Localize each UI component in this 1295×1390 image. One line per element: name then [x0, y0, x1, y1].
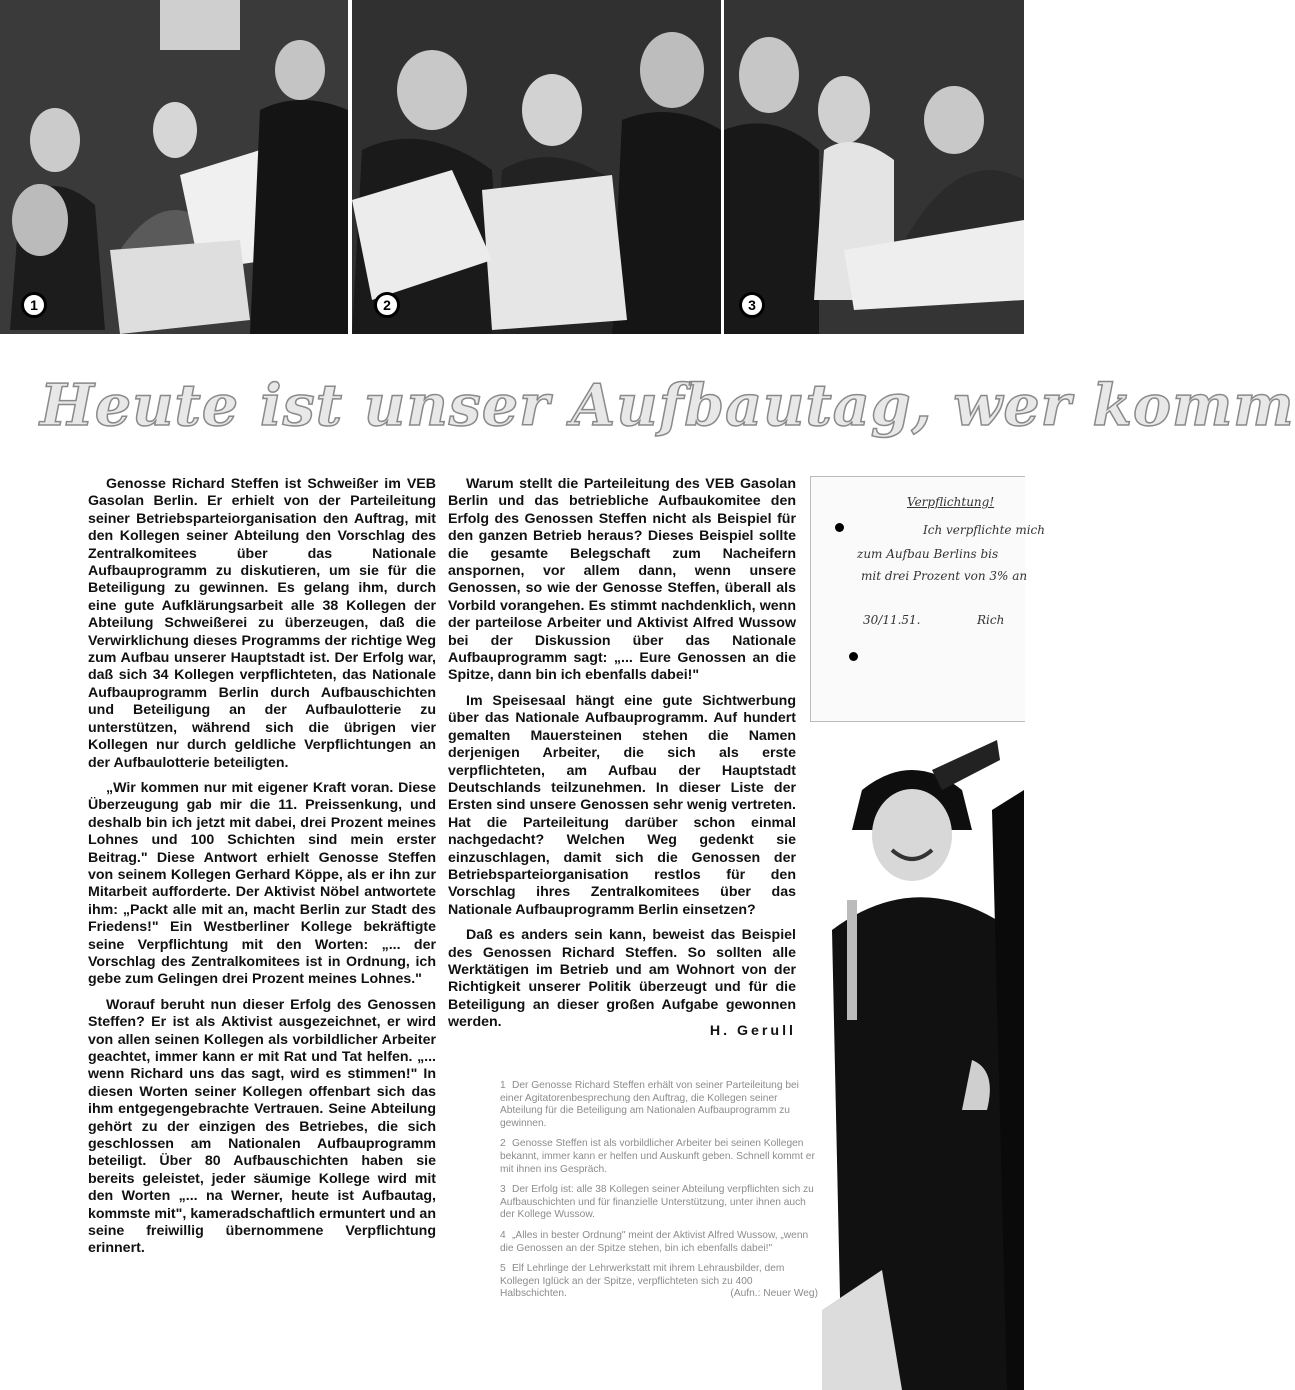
- paragraph: Worauf beruht nun dieser Erfolg des Genossen Steffen? Er ist als Aktivist ausgezeichnet, er wird von allen seinen Kollegen als vorbildlicher Arbeiter geachtet, immer kann er mit Rat und Tat helfen. „... wenn Richard uns das sagt, wird es stimmen!" In diesen Worten seiner Kollegen offenbart sich das ihm entgegengebrachte Vertrauen. Seine Abteilung gehört zu der einzigen des Betriebes, die sich geschlossen am Nationalen Aufbauprogramm beteiligt. Über 80 Aufbauschichten haben sie bereits geleistet, jeder säumige Kollege wird mit den Worten „... na Werner, heute ist Aufbautag, kommste mit", kameradschaftlich ermuntert und an seine freiwillig übernommene Verpflichtung erinnert.: [88, 996, 436, 1257]
- photo-4-image: [822, 750, 1024, 1390]
- article-column-2: [448, 476, 796, 1040]
- caption-number: 4: [500, 1229, 506, 1241]
- paragraph: „Wir kommen nur mit eigener Kraft voran. Diese Überzeugung gab mir die 11. Preissenkung, und deshalb bin ich jetzt mit dabei, drei Prozent meines Lohnes und 100 Schichten sind mein erster Beitrag." Diese Antwort erhielt Genosse Steffen von seinem Kollegen Gerhard Köppe, als er ihn zur Mitarbeit aufforderte. Der Aktivist Nöbel antwortete ihm: „Packt alle mit an, macht Berlin zur Stadt des Friedens!" Ein Westberliner Kollege bekräftigte seine Verpflichtung mit den Worten: „... der Vorschlag des Zentralkomitees ist in Ordnung, ich gebe zum Gelingen drei Prozent meines Lohnes.": [88, 779, 436, 988]
- photo-1-image: [0, 0, 348, 334]
- bullet-dot-icon: [849, 652, 858, 661]
- bullet-dot-icon: [835, 523, 844, 532]
- caption-item: [500, 1138, 818, 1176]
- caption-item: [500, 1263, 818, 1301]
- caption-text: Genosse Steffen ist als vorbildlicher Arbeiter bei seinen Kollegen bekannt, immer kann er helfen und Auskunft geben. Schnell kommt er mit ihnen ins Gespräch.: [500, 1138, 815, 1175]
- caption-text: Der Genosse Richard Steffen erhält von seiner Parteileitung bei einer Agitatorenbesprechung den Auftrag, die Kollegen seiner Abteilung für die Beteiligung am Nationalen Aufbauprogramm zu gewinnen.: [500, 1080, 799, 1129]
- note-date: 30/11.51.: [863, 613, 921, 627]
- note-title: Verpflichtung!: [907, 495, 995, 509]
- caption-text: „Alles in bester Ordnung" meint der Aktivist Alfred Wussow, „wenn die Genossen an der Spitze stehen, bin ich ebenfalls dabei!": [500, 1229, 809, 1254]
- article-column-1: [88, 476, 436, 1266]
- note-line: zum Aufbau Berlins bis: [857, 547, 999, 561]
- photo-2: [352, 0, 721, 334]
- note-line: Ich verpflichte mich: [923, 523, 1045, 537]
- paragraph: Daß es anders sein kann, beweist das Beispiel des Genossen Richard Steffen. So sollten alle Werktätigen im Betrieb und am Wohnort von der Richtigkeit unserer Politik überzeugt und für die Beteiligung an dieser großen Aufgabe gewonnen werden.: [448, 927, 796, 1031]
- caption-item: [500, 1230, 818, 1255]
- photo-2-image: [352, 0, 721, 334]
- pledge-note-image: [810, 476, 1045, 722]
- caption-number: 5: [500, 1263, 506, 1275]
- paragraph: Im Speisesaal hängt eine gute Sichtwerbung über das Nationale Aufbauprogramm. Auf hundert gemalten Mauersteinen stehen die Namen derjenigen Arbeiter, die sich als erste verpflichteten, am Aufbau der Hauptstadt Deutschlands teilzunehmen. In dieser Liste der Ersten sind unsere Genossen sehr wenig vertreten. Hat die Parteileitung darüber schon einmal nachgedacht? Welchen Weg gedenkt sie einzuschlagen, damit sich die Genossen der Betriebsparteiorganisation restlos für den Vorschlag ihres Zentralkomitees über das Nationale Aufbauprogramm Berlin einsetzen?: [448, 692, 796, 918]
- caption-item: [500, 1080, 818, 1130]
- note-signature: Rich: [977, 613, 1005, 627]
- caption-item: [500, 1184, 818, 1222]
- photo-3: [724, 0, 1024, 334]
- paragraph: Warum stellt die Parteileitung des VEB Gasolan Berlin und das betriebliche Aufbaukomitee den Erfolg des Genossen Steffen nicht als Beispiel für den ganzen Betrieb heraus? Dieses Beispiel sollte die gesamte Belegschaft zum Nacheifern anspornen, vor allem dann, wenn unsere Genossen, so wie der Genosse Steffen, überall als Vorbild vorangehen. Es stimmt nachdenklich, wenn der parteilose Arbeiter und Aktivist Alfred Wussow bei der Diskussion über das Nationale Aufbauprogramm sagt: „... Eure Genossen an die Spitze, dann bin ich ebenfalls dabei!": [448, 476, 796, 684]
- caption-number: 3: [500, 1184, 506, 1196]
- paragraph: Genosse Richard Steffen ist Schweißer im VEB Gasolan Berlin. Er erhielt von der Parteileitung seiner Betriebsparteiorganisation den Auftrag, mit den Kollegen seiner Abteilung den Vorschlag des Zentralkomitees über das Nationale Aufbauprogramm zu diskutieren, um sie für die Beteiligung zu gewinnen. Es gelang ihm, durch eine gute Aufklärungsarbeit alle 38 Kollegen der Abteilung Schweißerei zu überzeugen, daß die Verwirklichung dieses Programms der richtige Weg zum Aufbau unserer Hauptstadt ist. Der Erfolg war, daß sich 34 Kollegen verpflichteten, das Nationale Aufbauprogramm Berlin durch Aufbauschichten und Beteiligung an der Aufbaulotterie zu unterstützen, während sich die übrigen vier Kollegen nur durch geldliche Verpflichtungen an der Aufbaulotterie beteiligten.: [88, 476, 436, 771]
- photo-number-badge: 1: [21, 292, 47, 318]
- photo-number-badge: 2: [374, 292, 400, 318]
- caption-text: Elf Lehrlinge der Lehrwerkstatt mit ihrem Lehrausbilder, dem Kollegen Iglück an der Spitze, verpflichteten sich zu 400 Halbschichten.: [500, 1263, 785, 1300]
- photo-3-image: [724, 0, 1024, 334]
- note-line: mit drei Prozent von 3% an: [861, 569, 1028, 583]
- caption-number: 1: [500, 1080, 506, 1091]
- caption-number: 2: [500, 1138, 506, 1150]
- caption-text: Der Erfolg ist: alle 38 Kollegen seiner Abteilung verpflichten sich zu Aufbauschichten und für finanzielle Unterstützung, unter ihnen auch der Kollege Wussow.: [500, 1184, 814, 1221]
- photo-captions: [500, 1080, 818, 1309]
- author-signature: H. Gerull: [709, 1022, 796, 1039]
- photo-credit: (Aufn.: Neuer Weg): [730, 1288, 818, 1300]
- photo-1: [0, 0, 348, 334]
- photo-4: [822, 750, 1024, 1390]
- photo-number-badge: 3: [739, 292, 765, 318]
- headline: Heute ist unser Aufbautag, wer komm: [40, 372, 1295, 439]
